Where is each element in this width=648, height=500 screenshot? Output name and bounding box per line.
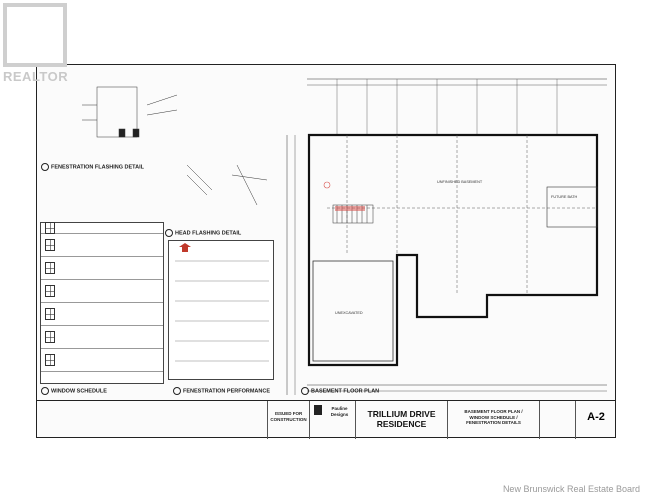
unexcavated-label: UNEXCAVATED	[335, 311, 363, 315]
project-title-line2: RESIDENCE	[376, 419, 427, 429]
head-flashing-title	[165, 229, 241, 237]
fenestration-performance-label: FENESTRATION PERFORMANCE	[183, 388, 270, 395]
performance-chart-svg	[169, 241, 275, 381]
sheet-desc-line1: BASEMENT FLOOR PLAN /	[464, 409, 523, 414]
detail-marker-icon	[41, 387, 49, 395]
realtor-logo-text: REALTOR	[3, 69, 69, 84]
detail-marker-icon	[165, 229, 173, 237]
construction-label: CONSTRUCTION	[270, 416, 307, 422]
maple-leaf-icon	[179, 243, 191, 252]
window-schedule-title	[41, 387, 107, 395]
project-title-line1: TRILLIUM DRIVE	[367, 409, 436, 419]
fenestration-performance-title	[173, 387, 270, 395]
realtor-logo	[3, 3, 67, 87]
detail-marker-icon	[301, 387, 309, 395]
designer-name: Pauline Designs	[330, 406, 349, 417]
designer-logo-icon	[314, 405, 322, 415]
unfinished-basement-label: UNFINISHED BASEMENT	[437, 180, 483, 184]
brokerage-watermark: New Brunswick Real Estate Board	[502, 484, 640, 494]
notes-cell	[36, 401, 268, 439]
future-bath-label: FUTURE BATH	[551, 195, 578, 199]
window-icon	[45, 308, 55, 320]
window-icon	[45, 285, 55, 297]
window-icon	[45, 262, 55, 274]
sheet-desc-cell	[448, 401, 540, 439]
realtor-logo-icon	[3, 3, 67, 67]
window-schedule-label: WINDOW SCHEDULE	[51, 388, 107, 395]
detail-marker-icon	[41, 163, 49, 171]
title-block	[36, 400, 616, 439]
table-row	[41, 280, 163, 303]
basement-floor-plan-title	[301, 387, 379, 395]
window-icon	[45, 222, 55, 234]
fenestration-performance-box	[168, 240, 274, 380]
window-icon	[45, 239, 55, 251]
sheet-number: A-2	[587, 411, 605, 423]
table-row	[41, 234, 163, 257]
window-icon	[45, 331, 55, 343]
basement-floor-plan-label: BASEMENT FLOOR PLAN	[311, 388, 380, 395]
window-icon	[45, 354, 55, 366]
issued-cell	[268, 401, 310, 439]
table-row	[41, 349, 163, 372]
window-schedule-table	[40, 222, 164, 384]
fenestration-flashing-title	[41, 163, 144, 171]
fenestration-flashing-label: FENESTRATION FLASHING DETAIL	[51, 164, 144, 171]
designer-cell	[310, 401, 356, 439]
table-row	[41, 257, 163, 280]
sheet-number-cell	[576, 401, 616, 439]
project-cell	[356, 401, 448, 439]
head-flashing-label: HEAD FLASHING DETAIL	[175, 230, 242, 237]
sheet-desc-line2: WINDOW SCHEDULE /	[469, 414, 518, 420]
table-row	[41, 326, 163, 349]
table-row	[41, 223, 163, 234]
table-row	[41, 303, 163, 326]
sheet-desc-line3: FENESTRATION DETAILS	[466, 420, 521, 425]
issued-for-label: ISSUED FOR	[274, 411, 303, 416]
detail-marker-icon	[173, 387, 181, 395]
revision-cell	[540, 401, 576, 439]
